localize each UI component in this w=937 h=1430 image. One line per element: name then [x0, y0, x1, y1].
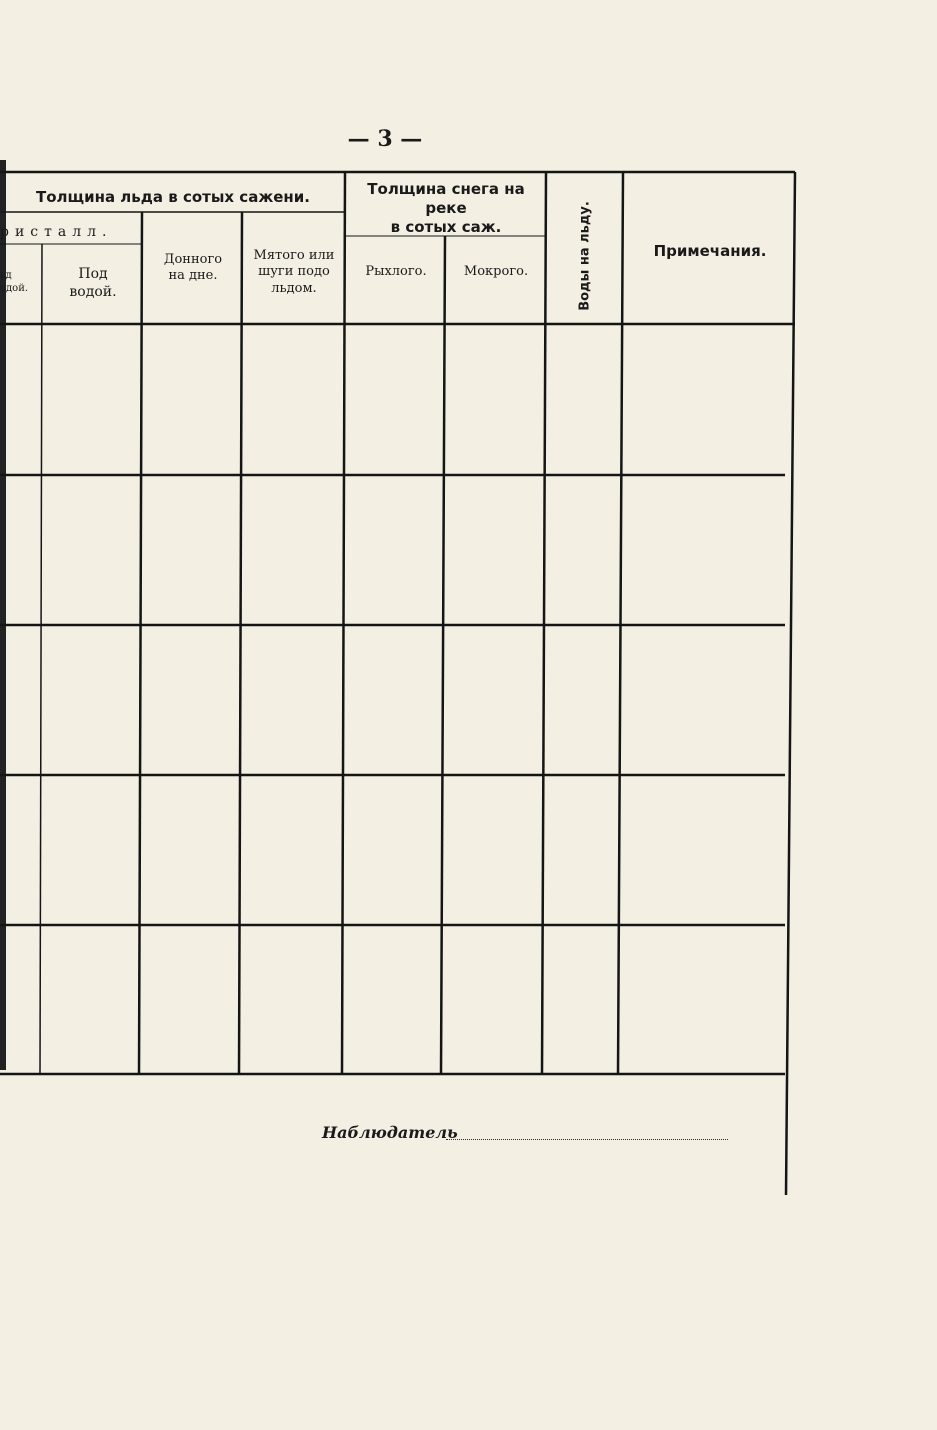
observer-label: Наблюдатель [322, 1123, 458, 1142]
crystal-ice-header: ристалл. [0, 224, 113, 240]
observer-signature-line [446, 1139, 728, 1140]
page-number: — 3 — [347, 126, 423, 152]
snow-thickness-header: Толщина снега на реке в сотых саж. [367, 180, 525, 236]
crystal-above-water-header: ьд одой. [0, 270, 29, 294]
slush-ice-header: Мятого или шуги подо льдом. [253, 248, 335, 296]
water-on-ice-header [568, 192, 602, 320]
ice-thickness-header: Толщина льда в сотых сажени. [35, 188, 310, 206]
water-on-ice-label: Воды на льду. [577, 201, 593, 311]
bottom-ice-header: Донного на дне. [163, 252, 223, 284]
snow-wet-header: Мокрого. [463, 264, 529, 279]
snow-loose-header: Рыхлого. [365, 264, 427, 279]
crystal-under-water-header: Под водой. [69, 266, 117, 300]
remarks-header: Примечания. [653, 242, 767, 260]
